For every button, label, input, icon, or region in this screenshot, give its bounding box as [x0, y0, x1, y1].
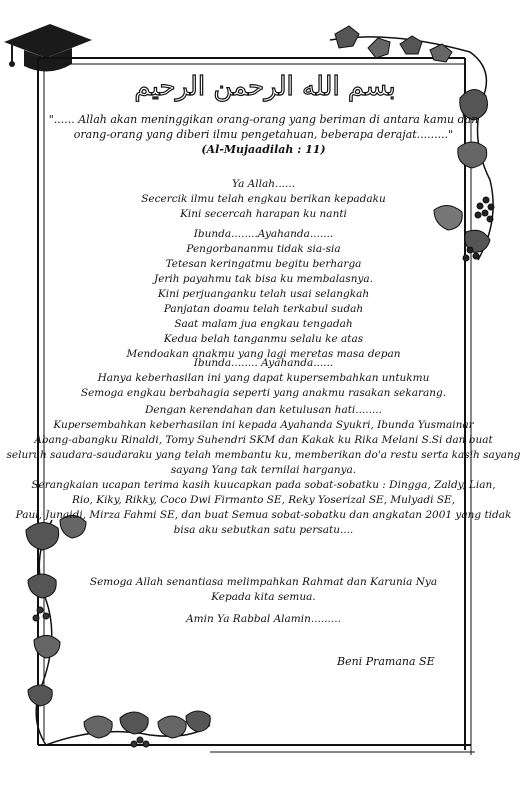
- blessing-block: [0, 575, 527, 605]
- blessing-line: Kepada kita semua.: [211, 591, 316, 603]
- poem-line: Hanya keberhasilan ini yang dapat kupersembahkan untukmu: [97, 372, 430, 384]
- poem-line: Ibunda........Ayahanda.......: [193, 228, 334, 240]
- poem-line: Pengorbananmu tidak sia-sia: [186, 243, 341, 255]
- dedication-line: Paul, Junaidi, Mirza Fahmi SE, dan buat Semua sobat-sobatku dan angkatan 2001 yang tidak: [15, 509, 512, 521]
- blessing-line: Semoga Allah senantiasa melimpahkan Rahmat dan Karunia Nya: [89, 576, 438, 588]
- grape-vine-bottom: [46, 711, 210, 747]
- amen-line: Amin Ya Rabbal Alamin.........: [186, 613, 341, 625]
- bismillah-text: بسم الله الرحمن الرحيم: [134, 72, 396, 102]
- dedication-line: sayang Yang tak ternilai harganya.: [170, 464, 357, 476]
- signature: Beni Pramana SE: [337, 655, 435, 668]
- poem-line: Kedua belah tanganmu selalu ke atas: [163, 333, 364, 345]
- grape-vine-left: [26, 515, 86, 745]
- amen-block: [0, 612, 527, 627]
- poem-block-2: [0, 227, 527, 362]
- dedication-block: [0, 403, 527, 538]
- dedication-line: Dengan kerendahan dan ketulusan hati........: [145, 404, 382, 416]
- dedication-line: Rio, Kiky, Rikky, Coco Dwi Firmanto SE, Reky Yoserizal SE, Mulyadi SE,: [71, 494, 456, 506]
- bismillah-calligraphy-drawing: [134, 63, 396, 108]
- dedication-line: Serangkaian ucapan terima kasih kuucapkan pada sobat-sobatku : Dingga, Zaldy, Lian,: [31, 479, 496, 491]
- dedication-line: Kupersembahkan keberhasilan ini kepada Ayahanda Syukri, Ibunda Yusmainar: [53, 419, 474, 431]
- quote-block: [0, 112, 527, 157]
- poem-line: Jerih payahmu tak bisa ku membalasnya.: [153, 273, 373, 285]
- quote-line-1: "...... Allah akan meninggikan orang-orang yang beriman di antara kamu dan: [48, 113, 479, 126]
- quote-source: (Al-Mujaadilah : 11): [201, 143, 326, 156]
- poem-line: Tetesan keringatmu begitu berharga: [165, 258, 362, 270]
- poem-line: Saat malam jua engkau tengadah: [174, 318, 353, 330]
- poem-line: Ya Allah......: [231, 178, 296, 190]
- quote-line-2: orang-orang yang diberi ilmu pengetahuan, beberapa derajat.........": [73, 128, 454, 141]
- poem-block-1: [0, 177, 527, 222]
- poem-block-3: [0, 356, 527, 401]
- poem-line: Kini secercah harapan ku nanti: [180, 208, 347, 220]
- bottom-border: [38, 745, 475, 752]
- dedication-line: bisa aku sebutkan satu persatu....: [173, 524, 354, 536]
- bismillah-calligraphy: [134, 63, 396, 112]
- poem-line: Kini perjuanganku telah usai selangkah: [157, 288, 370, 300]
- poem-line: Mendoakan anakmu yang lagi meretas masa depan: [126, 348, 401, 360]
- poem-line: Ibunda........ Ayahanda......: [193, 357, 334, 369]
- poem-line: Semoga engkau berbahagia seperti yang anakmu rasakan sekarang.: [80, 387, 447, 399]
- dedication-line: Abang-abangku Rinaldi, Tomy Suhendri SKM dan Kakak ku Rika Melani S.Si dan buat: [34, 434, 493, 446]
- poem-line: Secercik ilmu telah engkau berikan kepadaku: [141, 193, 386, 205]
- poem-line: Panjatan doamu telah terkabul sudah: [163, 303, 364, 315]
- dedication-line: seluruh saudara-saudaraku yang telah membantu ku, memberikan do'a restu serta kasih sayang: [6, 449, 521, 461]
